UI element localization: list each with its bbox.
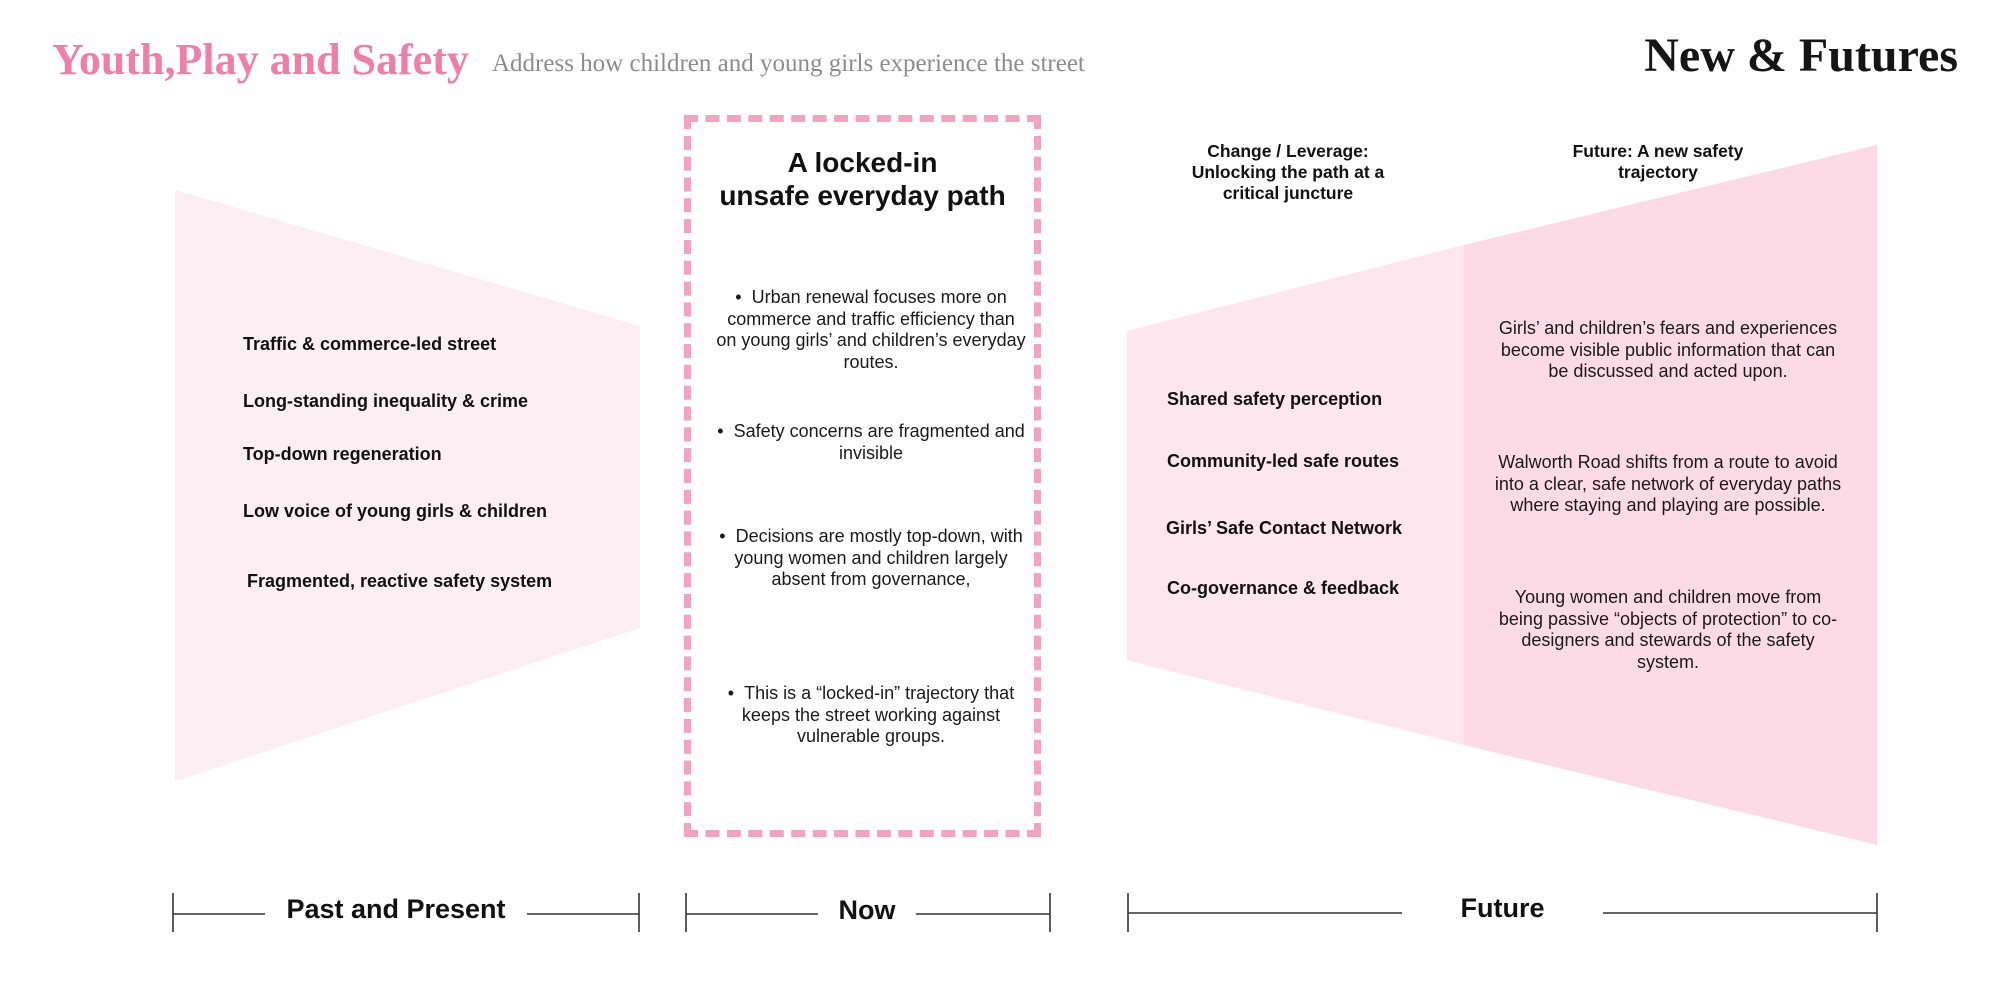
future-heading: Future: A new safety trajectory (1572, 141, 1744, 182)
past-item: Top-down regeneration (243, 444, 442, 464)
now-bullet: • Urban renewal focuses more on commerce and traffic efficiency than on young girls’ and children’s everyday routes. (716, 287, 1026, 373)
leverage-item: Girls’ Safe Contact Network (1166, 518, 1403, 538)
leverage-item: Co-governance & feedback (1167, 578, 1400, 598)
timeline-now-label: Now (838, 895, 896, 925)
past-item: Low voice of young girls & children (243, 501, 548, 521)
page-subtitle: Address how children and young girls experience the street (492, 50, 1085, 77)
future-item: Walworth Road shifts from a route to avoid into a clear, safe network of everyday paths where staying and playing are possible. (1494, 452, 1842, 515)
now-heading-line1: A locked-in (787, 147, 938, 178)
now-heading (684, 146, 1041, 212)
timeline-future-label: Future (1460, 893, 1545, 923)
now-bullet: • Decisions are mostly top-down, with young women and children largely absent from governance, (716, 526, 1026, 591)
leverage-funnel (1127, 245, 1464, 745)
past-item: Traffic & commerce-led street (243, 334, 497, 354)
now-bullet: • This is a “locked-in” trajectory that keeps the street working against vulnerable groups. (716, 683, 1026, 748)
brand-title: New & Futures (1644, 29, 1958, 82)
future-item: Girls’ and children’s fears and experiences become visible public information that can be discussed and acted upon. (1498, 318, 1838, 381)
leverage-item: Community-led safe routes (1167, 451, 1400, 471)
now-heading-line2: unsafe everyday path (719, 180, 1006, 211)
past-present-funnel (175, 190, 640, 781)
page-title: Youth,Play and Safety (52, 35, 469, 84)
leverage-heading: Change / Leverage: Unlocking the path at a critical juncture (1191, 141, 1385, 203)
future-item: Young women and children move from being passive “objects of protection” to co-designers and stewards of the safety system. (1498, 587, 1838, 672)
past-item: Long-standing inequality & crime (243, 391, 529, 411)
past-item: Fragmented, reactive safety system (247, 571, 553, 591)
leverage-item: Shared safety perception (1167, 389, 1383, 409)
now-bullet: • Safety concerns are fragmented and invisible (716, 421, 1026, 464)
timeline-past-label: Past and Present (286, 894, 506, 924)
